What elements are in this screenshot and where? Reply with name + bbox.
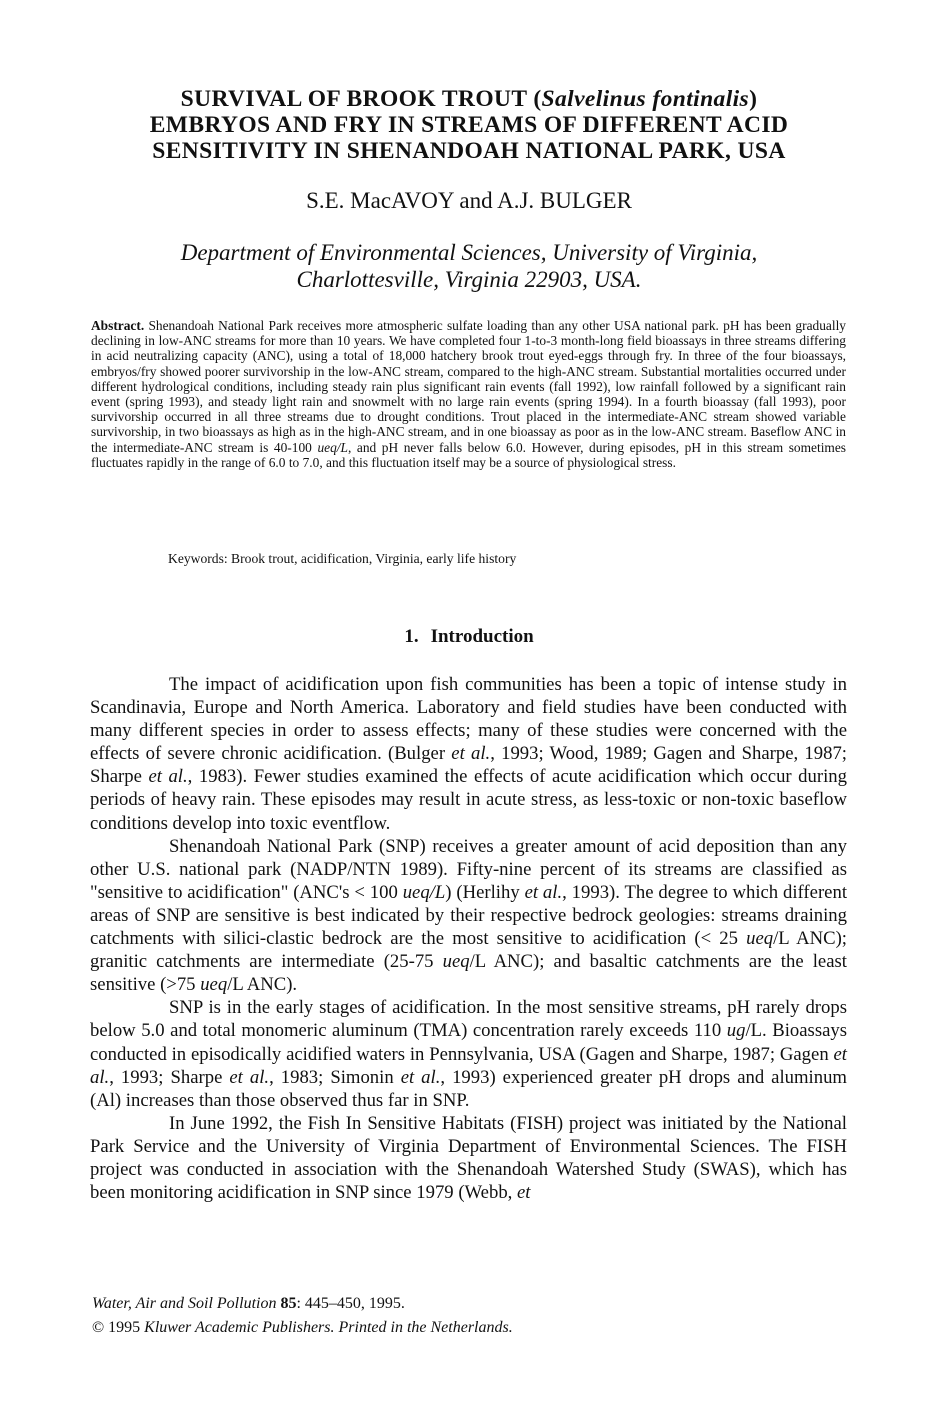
section-heading bbox=[60, 626, 878, 648]
section-number: 1. bbox=[404, 626, 419, 647]
affiliation bbox=[60, 239, 878, 293]
keywords: Keywords: Brook trout, acidification, Virginia, early life history bbox=[168, 551, 517, 566]
affiliation-line-1: Department of Environmental Sciences, University of Virginia, bbox=[180, 240, 758, 265]
paragraph-2: Shenandoah National Park (SNP) receives a greater amount of acid deposition than any other U.S. national park (NADP/NTN 1989). Fifty-nine percent of its streams are classified as "sensitive to acidification" (ANC's < 100 ueq/L) (Herlihy et al., 1993). The degree to which different areas of SNP are sensitive is best indicated by their respective bedrock geologies: streams draining catchments with silici-clastic bedrock are the most sensitive to acidification (< 25 ueq/L ANC); granitic catchments are intermediate (25-75 ueq/L ANC); and basaltic catchments are the least sensitive (>75 ueq/L ANC). bbox=[90, 835, 848, 996]
abstract-label: Abstract. bbox=[91, 318, 145, 333]
journal-citation: Water, Air and Soil Pollution 85: 445–450, 1995. bbox=[92, 1295, 405, 1312]
copyright-line: © 1995 Kluwer Academic Publishers. Printed in the Netherlands. bbox=[92, 1319, 513, 1336]
abstract-text-end: , and pH never falls below 6.0. However, during episodes, pH in this stream sometimes fluctuates rapidly in the range of 6.0 to 7.0, and this fluctuation itself may be a source of physiological stress. bbox=[91, 439, 846, 470]
abstract-text: Shenandoah National Park receives more atmospheric sulfate loading than any other USA national park. pH has been gradually declining in low-ANC streams for more than 10 years. We have completed four 1-to-3 month-long field bioassays in three streams differing in acid neutralizing capacity (ANC), using a total of 18,000 hatchery brook trout eyed-eggs through fry. In three of the four bioassays, embryos/fry showed poorer survivorship in the low-ANC stream, compared to the high-ANC stream. Substantial mortalities occurred under different hydrological conditions, including steady rain plus significant rain events (fall 1992), low rainfall followed by a significant rain event (spring 1993), and steady light rain and snowmelt with no large rain events (spring 1994). In a fourth bioassay (fall 1993), poor survivorship occurred in all three streams due to drought conditions. Trout placed in the intermediate-ANC stream showed variable survivorship, in two bioassays as high as in the high-ANC stream, and in one bioassay as poor as in the low-ANC stream. Baseflow ANC in the intermediate-ANC stream is 40-100 bbox=[91, 318, 846, 455]
abstract-unit: ueq/L bbox=[317, 439, 348, 455]
paragraph-4: In June 1992, the Fish In Sensitive Habitats (FISH) project was initiated by the National Park Service and the University of Virginia Department of Environmental Sciences. The FISH project was conducted in association with the Shenandoah Watershed Study (SWAS), which has been monitoring acidification in SNP since 1979 (Webb, et bbox=[90, 1112, 847, 1204]
paragraph-1: The impact of acidification upon fish communities has been a topic of intense study in Scandinavia, Europe and North America. Laboratory and field studies have been conducted with many different species in order to assess effects; many of these studies were concerned with the effects of severe chronic acidification. (Bulger et al., 1993; Wood, 1989; Gagen and Sharpe, 1987; Sharpe et al., 1983). Fewer studies examined the effects of acute acidification which occur during periods of heavy rain. These episodes may result in acute stress, as less-toxic or non-toxic baseflow conditions develop into toxic eventflow. bbox=[90, 674, 847, 834]
page-footer bbox=[92, 1292, 852, 1340]
paragraph-3: SNP is in the early stages of acidification. In the most sensitive streams, pH rarely drops below 5.0 and total monomeric aluminum (TMA) concentration rarely exceeds 110 ug/L. Bioassays conducted in episodically acidified waters in Pennsylvania, USA (Gagen and Sharpe, 1987; Gagen et al., 1993; Sharpe et al., 1983; Simonin et al., 1993) experienced greater pH drops and aluminum (Al) increases than those observed thus far in SNP. bbox=[90, 997, 848, 1111]
title-line-3: SENSITIVITY IN SHENANDOAH NATIONAL PARK, USA bbox=[152, 138, 786, 164]
paper-title bbox=[60, 86, 878, 164]
title-line-2: EMBRYOS AND FRY IN STREAMS OF DIFFERENT ACID bbox=[149, 112, 789, 138]
body-text bbox=[90, 673, 847, 1204]
affiliation-line-2: Charlottesville, Virginia 22903, USA. bbox=[296, 267, 642, 292]
section-title: Introduction bbox=[430, 626, 534, 647]
abstract bbox=[91, 318, 846, 470]
species-name: Salvelinus fontinalis bbox=[541, 86, 750, 112]
title-line-1: SURVIVAL OF BROOK TROUT (Salvelinus fontinalis) bbox=[180, 86, 758, 112]
author-list: S.E. MacAVOY and A.J. BULGER bbox=[306, 188, 632, 213]
